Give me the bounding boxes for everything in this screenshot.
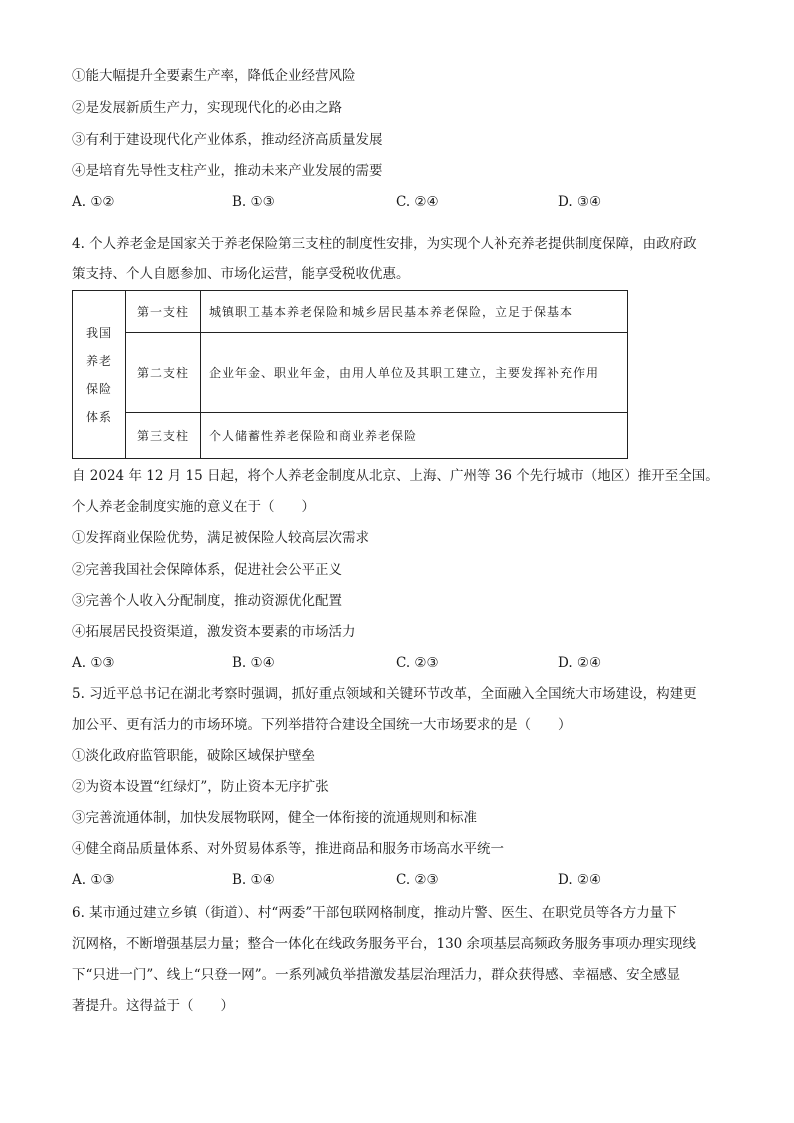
option-a[interactable]: A. ①② [72, 194, 115, 210]
option-b[interactable]: B. ①④ [232, 872, 275, 888]
statement-2: ②为资本设置“红绿灯”，防止资本无序扩张 [72, 779, 329, 795]
question-prompt: 个人养老金制度实施的意义在于（ ） [72, 499, 315, 515]
option-a[interactable]: A. ①③ [72, 655, 115, 671]
option-c[interactable]: C. ②③ [396, 655, 439, 671]
pillar-name: 第一支柱 [126, 291, 201, 333]
statement-2: ②是发展新质生产力，实现现代化的必由之路 [72, 100, 342, 116]
table-side-label: 我国 养老 保险 体系 [73, 291, 126, 459]
pillar-description: 城镇职工基本养老保险和城乡居民基本养老保险，立足于保基本 [201, 291, 628, 333]
answer-options [72, 870, 652, 890]
option-d[interactable]: D. ②④ [558, 872, 602, 888]
question-context: 自 2024 年 12 月 15 日起，将个人养老金制度从北京、上海、广州等 36 个先行城市（地区）推开至全国。 [72, 468, 719, 484]
statement-1: ①发挥商业保险优势，满足被保险人较高层次需求 [72, 530, 369, 546]
option-c[interactable]: C. ②③ [396, 872, 439, 888]
statement-2: ②完善我国社会保障体系，促进社会公平正义 [72, 562, 342, 578]
question-stem: 5. 习近平总书记在湖北考察时强调，抓好重点领域和关键环节改革，全面融入全国统大市场建设，构建更 [72, 686, 697, 702]
pension-system-table [72, 290, 628, 459]
question-stem: 沉网格，不断增强基层力量；整合一体化在线政务服务平台，130 余项基层高频政务服务事项办理实现线 [72, 936, 697, 952]
statement-4: ④是培育先导性支柱产业，推动未来产业发展的需要 [72, 163, 383, 179]
option-b[interactable]: B. ①③ [232, 194, 275, 210]
answer-options [72, 192, 652, 212]
statement-4: ④健全商品质量体系、对外贸易体系等，推进商品和服务市场高水平统一 [72, 841, 504, 857]
option-d[interactable]: D. ③④ [558, 194, 602, 210]
statement-1: ①淡化政府监管职能，破除区域保护壁垒 [72, 748, 315, 764]
question-stem: 策支持、个人自愿参加、市场化运营，能享受税收优惠。 [72, 266, 410, 282]
pillar-name: 第二支柱 [126, 333, 201, 413]
pillar-description: 企业年金、职业年金，由用人单位及其职工建立，主要发挥补充作用 [201, 333, 628, 413]
statement-3: ③有利于建设现代化产业体系，推动经济高质量发展 [72, 132, 383, 148]
option-d[interactable]: D. ②④ [558, 655, 602, 671]
statement-3: ③完善流通体制，加快发展物联网，健全一体衔接的流通规则和标准 [72, 810, 477, 826]
question-stem: 著提升。这得益于（ ） [72, 998, 234, 1014]
question-stem: 下“只进一门”、线上“只登一网”。一系列减负举措激发基层治理活力，群众获得感、幸福感、安全感显 [72, 967, 681, 983]
question-stem: 加公平、更有活力的市场环境。下列举措符合建设全国统一大市场要求的是（ ） [72, 717, 572, 733]
statement-4: ④拓展居民投资渠道，激发资本要素的市场活力 [72, 624, 356, 640]
option-c[interactable]: C. ②④ [396, 194, 439, 210]
pillar-name: 第三支柱 [126, 413, 201, 459]
option-b[interactable]: B. ①④ [232, 655, 275, 671]
statement-1: ①能大幅提升全要素生产率，降低企业经营风险 [72, 68, 356, 84]
answer-options [72, 653, 652, 673]
option-a[interactable]: A. ①③ [72, 872, 115, 888]
question-stem: 4. 个人养老金是国家关于养老保险第三支柱的制度性安排，为实现个人补充养老提供制度保障，由政府政 [72, 236, 697, 252]
pillar-description: 个人储蓄性养老保险和商业养老保险 [201, 413, 628, 459]
question-stem: 6. 某市通过建立乡镇（街道）、村“两委”干部包联网格制度，推动片警、医生、在职党员等各方力量下 [72, 905, 677, 921]
statement-3: ③完善个人收入分配制度，推动资源优化配置 [72, 593, 342, 609]
